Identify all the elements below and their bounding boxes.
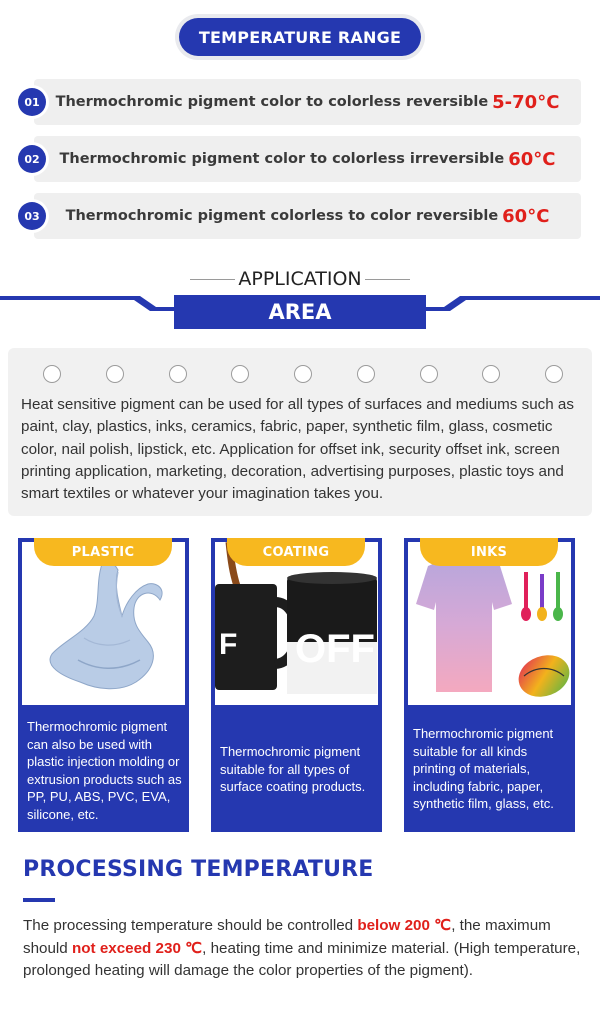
application-title: APPLICATION (238, 268, 362, 290)
temperature-range-header (175, 14, 425, 60)
processing-text-part: , the maximum should (23, 917, 551, 957)
svg-text:F: F (219, 628, 238, 661)
processing-highlight-limit: not exceed 230 ℃ (71, 939, 203, 957)
card-plastic (18, 538, 189, 832)
range-text: Thermochromic pigment color to colorless reversible (55, 94, 489, 110)
shirt-and-toys-image (408, 542, 571, 705)
svg-text:OFF: OFF (295, 627, 375, 671)
card-description: Thermochromic pigment suitable for all types of surface coating products. (220, 744, 366, 795)
processing-text-part: The processing temperature should be controlled (23, 917, 358, 934)
hole-icon (545, 365, 563, 383)
application-description-card (8, 348, 592, 516)
card-label: PLASTIC (34, 538, 172, 566)
hole-icon (420, 365, 438, 383)
range-value: 60°C (502, 205, 550, 227)
hole-icon (106, 365, 124, 383)
binder-holes (43, 365, 563, 383)
processing-text-part: , heating time and minimize material. (High temperature, prolonged heating will damage the color properties of the pigment). (23, 939, 581, 979)
color-change-mugs-image (215, 542, 378, 705)
hole-icon (43, 365, 61, 383)
range-number-badge: 02 (18, 145, 46, 173)
hole-icon (357, 365, 375, 383)
range-text: Thermochromic pigment colorless to color reversible (65, 208, 499, 224)
processing-underline (23, 898, 55, 902)
area-title: AREA (174, 295, 426, 329)
range-bar (34, 193, 581, 239)
hole-icon (231, 365, 249, 383)
range-item-2 (14, 136, 584, 182)
card-label: COATING (227, 538, 365, 566)
card-inks (404, 538, 575, 832)
range-item-3 (14, 193, 584, 239)
card-label: INKS (420, 538, 558, 566)
range-number-badge: 01 (18, 88, 46, 116)
range-number-badge: 03 (18, 202, 46, 230)
range-bar (34, 136, 581, 182)
card-coating (211, 538, 382, 832)
range-value: 60°C (508, 148, 556, 170)
processing-highlight-max: below 200 ℃ (357, 917, 452, 934)
processing-description (23, 915, 583, 983)
range-value: 5-70°C (492, 91, 560, 113)
card-description: Thermochromic pigment suitable for all kinds printing of materials, including fabric, paper, synthetic film, glass, etc. (413, 726, 554, 812)
hole-icon (294, 365, 312, 383)
temperature-range-title: TEMPERATURE RANGE (179, 18, 421, 56)
hole-icon (482, 365, 500, 383)
hole-icon (169, 365, 187, 383)
application-description: Heat sensitive pigment can be used for all types of surfaces and mediums such as paint, clay, plastics, inks, ceramics, fabric, paper, synthetic film, glass, cosmetic color, nail polish, lipstick, etc. Application for offset ink, security offset ink, screen printing application, marketing, decoration, advertising purposes, plastic toys and smart textiles or whatever your imagination takes you. (21, 396, 574, 503)
card-description: Thermochromic pigment can also be used with plastic injection molding or extrusion products such as PP, PU, ABS, PVC, EVA, silicone, etc. (27, 719, 182, 822)
range-bar (34, 79, 581, 125)
processing-title: PROCESSING TEMPERATURE (23, 857, 374, 882)
plastic-bag-image (22, 542, 185, 705)
range-text: Thermochromic pigment color to colorless irreversible (59, 151, 505, 167)
range-item-1 (14, 79, 584, 125)
